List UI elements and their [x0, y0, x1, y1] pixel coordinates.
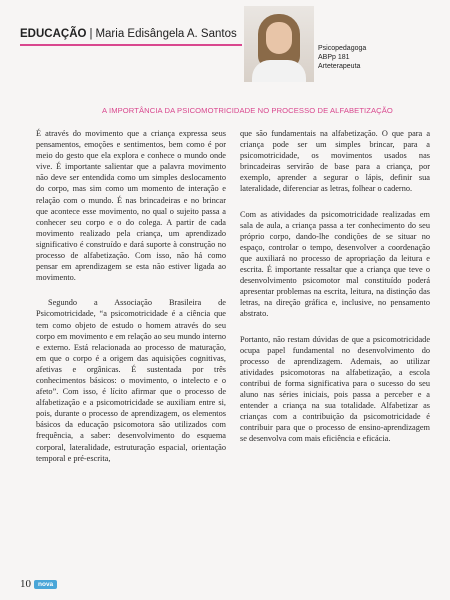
- author-role: Psicopedagoga: [318, 45, 367, 52]
- author-photo-body: [252, 60, 306, 82]
- article-paragraph: Com as atividades da psicomotricidade realizadas em sala de aula, a criança passa a ter conhecimento do seu próprio corpo, dando-lhe condições de se situar no espaço, controlar o tempo, desenvolver a coordenação que auxiliará no processo de apropriação da leitura e escrita. É importante ressaltar que a criança que teve o desenvolvimento psicomotor mal constituído poderá apresentar problemas na escrita, leitura, na distinção das letras, na direção gráfica e, inclusive, no pensamento abstrato.: [240, 209, 430, 319]
- header-separator: |: [89, 28, 93, 40]
- author-caption: [318, 44, 366, 71]
- header-divider: [20, 44, 242, 46]
- author-photo-face: [266, 22, 292, 54]
- article-column-left: [36, 128, 226, 558]
- article-title: A IMPORTÂNCIA DA PSICOMOTRICIDADE NO PROCESSO DE ALFABETIZAÇÃO: [102, 106, 393, 115]
- page-number: 10: [20, 578, 31, 590]
- author-role-secondary: Arteterapeuta: [318, 63, 361, 70]
- article-column-right: [240, 128, 430, 558]
- article-body: [36, 128, 430, 558]
- author-registration: ABPp 181: [318, 54, 350, 61]
- author-name: Maria Edisângela A. Santos: [95, 28, 237, 40]
- page-footer: [20, 578, 57, 590]
- article-paragraph: que são fundamentais na alfabetização. O que para a criança pode ser um simples brincar, para a psicomotricidade, os movimentos usados nas brincadeiras servirão de base para a criança, por exemplo, aprender a segurar o lápis, definir sua lateralidade, diferenciar as letras, folhear o caderno.: [240, 129, 430, 194]
- author-photo: [244, 6, 314, 82]
- section-header: [20, 28, 237, 40]
- section-name: EDUCAÇÃO: [20, 28, 87, 40]
- article-paragraph: É através do movimento que a criança expressa seus pensamentos, emoções e sentimentos, bem como é por meio do gesto que ela explora e conhece o mundo onde vive. É importante salientar que a palavra movimento não deve ser entendida como um simples deslocamento do corpo, mas sim como um momento de interação e relação com o mundo. É nas brincadeiras e no brincar que acontece esse movimento, no qual o sujeito passa a conhecer seu corpo e o do colega. A partir de cada movimento realizado pela criança, um aprendizado significativo é construído e dará suporte à construção no processo de alfabetização. Com isso, não há como pensar em aprendizagem se esta não estiver ligada ao movimento.: [36, 129, 226, 283]
- magazine-logo: nova: [34, 580, 57, 589]
- article-paragraph: Segundo a Associação Brasileira de Psicomotricidade, “a psicomotricidade é a ciência que tem como objeto de estudo o homem através do seu corpo em movimento e em relação ao seu mundo interno e externo. Está relacionada ao processo de maturação, em que o corpo é a origem das aquisições cognitivas, afetivas e orgânicas. É sustentada por três conhecimentos básicos: o movimento, o intelecto e o afeto”. Com isso, é lícito afirmar que o processo de alfabetização e a psicomotricidade se auxiliam entre si, pois, durante o processo de aprendizagem, os elementos básicos da educação psicomotora são utilizados com frequência, a saber: desenvolvimento do esquema corporal, lateralidade, estruturação espacial, orientação temporal e pré-escrita,: [36, 298, 226, 463]
- article-paragraph: Portanto, não restam dúvidas de que a psicomotricidade ocupa papel fundamental no desenvolvimento do processo de aprendizagem. Ademais, ao utilizar atividades psicomotoras na alfabetização, a escola contribui de forma significativa para o sucesso do seu aluno nas séries iniciais, pois passa a perceber e a entender a criança na sua totalidade. Alfabetizar as crianças com a contribuição da psicomotricidade é contribuir para que o processo de ensino-aprendizagem se desenvolva com mais eficiência e eficácia.: [240, 334, 430, 444]
